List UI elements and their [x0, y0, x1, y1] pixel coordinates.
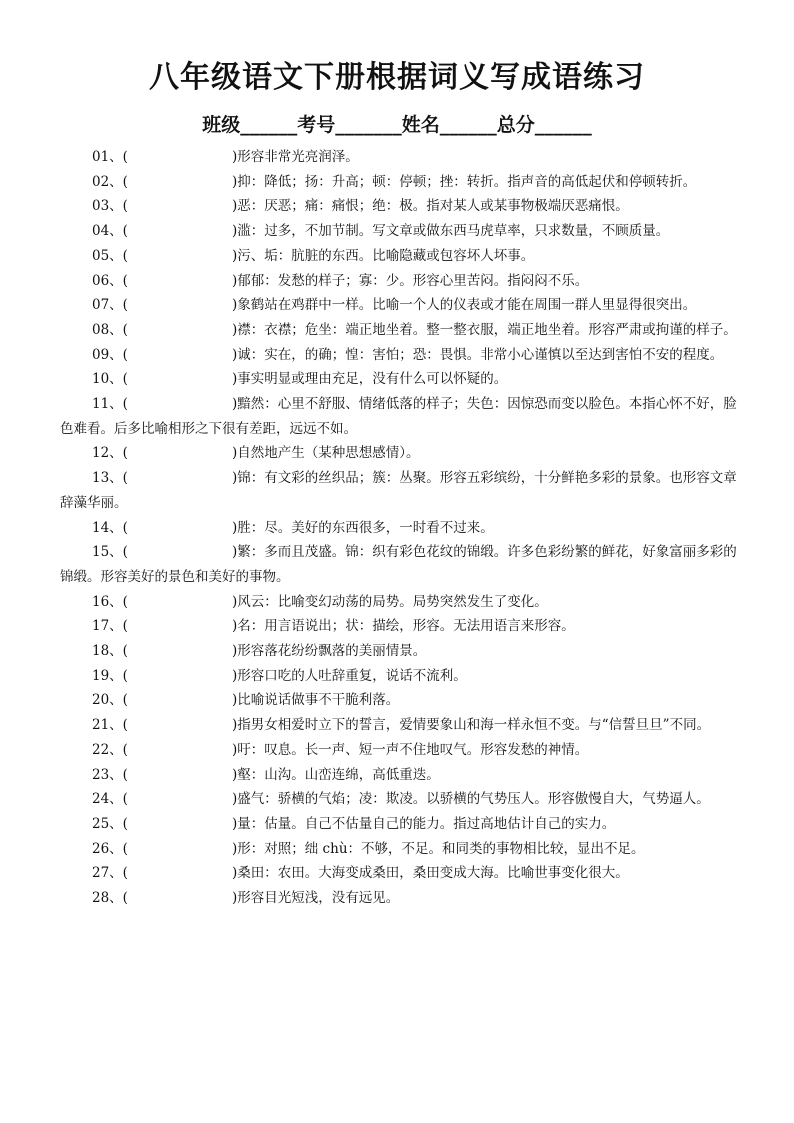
item-definition: )事实明显或理由充足，没有什么可以怀疑的。	[232, 371, 508, 388]
exercise-item	[60, 170, 738, 195]
exercise-item	[60, 688, 738, 713]
item-number: 16、(	[92, 593, 128, 610]
item-definition: )黯然：心里不舒服、情绪低落的样子；失色：因惊恐而变以脸色。本指心怀不好，脸色难看。后多比喻相形之下很有差距，远远不如。	[60, 396, 737, 437]
exercise-list	[60, 145, 738, 911]
item-definition: )名：用言语说出；状：描绘，形容。无法用语言来形容。	[232, 618, 575, 635]
item-number: 17、(	[92, 618, 128, 635]
item-definition: )污、垢：肮脏的东西。比喻隐藏或包容坏人坏事。	[232, 247, 535, 264]
exercise-item	[60, 367, 738, 392]
item-definition: )比喻说话做事不干脆利落。	[232, 692, 400, 709]
item-number: 27、(	[92, 865, 128, 882]
item-definition: )形容目光短浅，没有远见。	[232, 890, 400, 907]
item-definition: )象鹤站在鸡群中一样。比喻一个人的仪表或才能在周围一群人里显得很突出。	[232, 297, 697, 314]
exercise-item	[60, 318, 738, 343]
item-number: 22、(	[92, 741, 128, 758]
item-number: 10、(	[92, 371, 128, 388]
item-number: 25、(	[92, 815, 128, 832]
exercise-item	[60, 293, 738, 318]
exercise-item	[60, 664, 738, 689]
item-definition: )繁：多而且茂盛。锦：织有彩色花纹的锦缎。许多色彩纷繁的鲜花，好象富丽多彩的锦缎。形容美好的景色和美好的事物。	[60, 544, 737, 585]
item-definition: )桑田：农田。大海变成桑田，桑田变成大海。比喻世事变化很大。	[232, 865, 629, 882]
exercise-item	[60, 343, 738, 368]
item-definition: )形容口吃的人吐辞重复，说话不流利。	[232, 667, 467, 684]
exercise-item	[60, 466, 738, 515]
exercise-item	[60, 540, 738, 589]
item-number: 14、(	[92, 519, 128, 536]
item-definition: )诚：实在，的确；惶：害怕；恐：畏惧。非常小心谨慎以至达到害怕不安的程度。	[232, 346, 724, 363]
exercise-item	[60, 763, 738, 788]
item-definition: )自然地产生（某种思想感情）。	[232, 445, 420, 462]
item-definition: )吁：叹息。长一声、短一声不住地叹气。形容发愁的神情。	[232, 741, 589, 758]
item-number: 02、(	[92, 173, 128, 190]
item-definition: )恶：厌恶；痛：痛恨；绝：极。指对某人或某事物极端厌恶痛恨。	[232, 198, 629, 215]
item-definition: )盛气：骄横的气焰；凌：欺凌。以骄横的气势压人。形容傲慢自大，气势逼人。	[232, 791, 710, 808]
exercise-item	[60, 812, 738, 837]
exercise-item	[60, 787, 738, 812]
item-number: 06、(	[92, 272, 128, 289]
item-definition: )形容非常光亮润泽。	[232, 149, 359, 165]
exercise-item	[60, 713, 738, 738]
item-definition: )量：估量。自己不估量自己的能力。指过高地估计自己的实力。	[232, 815, 616, 832]
item-number: 11、(	[92, 396, 128, 413]
exercise-item	[60, 614, 738, 639]
item-definition: )形容落花纷纷飘落的美丽情景。	[232, 643, 427, 660]
exercise-item	[60, 886, 738, 911]
item-number: 20、(	[92, 692, 128, 709]
item-number: 19、(	[92, 667, 128, 684]
item-definition: )胜：尽。美好的东西很多，一时看不过来。	[232, 519, 494, 536]
item-number: 08、(	[92, 321, 128, 338]
item-number: 12、(	[92, 445, 128, 462]
exercise-item	[60, 145, 738, 170]
page-title: 八年级语文下册根据词义写成语练习	[149, 60, 645, 95]
item-definition: )壑：山沟。山峦连绵，高低重迭。	[232, 766, 440, 783]
item-definition: )形：对照；绌 chù：不够，不足。和同类的事物相比较，显出不足。	[232, 840, 645, 857]
item-number: 23、(	[92, 766, 128, 783]
item-number: 13、(	[92, 470, 128, 487]
exercise-item	[60, 194, 738, 219]
item-number: 05、(	[92, 247, 128, 264]
item-definition: )抑：降低；扬：升高；顿：停顿；挫：转折。指声音的高低起伏和停顿转折。	[232, 173, 697, 190]
item-number: 03、(	[92, 198, 128, 215]
item-definition: )襟：衣襟；危坐：端正地坐着。整一整衣服，端正地坐着。形容严肃或拘谨的样子。	[232, 321, 737, 338]
item-definition: )指男女相爱时立下的誓言，爱情要象山和海一样永恒不变。与“信誓旦旦”不同。	[232, 717, 711, 734]
item-definition: )郁郁：发愁的样子；寡：少。形容心里苦闷。指闷闷不乐。	[232, 272, 589, 289]
exercise-item	[60, 837, 738, 862]
exercise-item	[60, 219, 738, 244]
item-number: 28、(	[92, 890, 128, 907]
item-number: 24、(	[92, 791, 128, 808]
item-number: 26、(	[92, 840, 128, 857]
exercise-item	[60, 244, 738, 269]
item-definition: )风云：比喻变幻动荡的局势。局势突然发生了变化。	[232, 593, 548, 610]
item-definition: )锦：有文彩的丝织品；簇：丛聚。形容五彩缤纷，十分鲜艳多彩的景象。也形容文章辞藻华丽。	[60, 470, 737, 511]
exercise-item	[60, 861, 738, 886]
item-number: 09、(	[92, 346, 128, 363]
item-number: 15、(	[92, 544, 128, 561]
exercise-item	[60, 590, 738, 615]
student-info-line: 班级______考号_______姓名______总分______	[202, 114, 592, 136]
exercise-item	[60, 639, 738, 664]
exercise-item	[60, 392, 738, 441]
item-number: 07、(	[92, 297, 128, 314]
exercise-item	[60, 738, 738, 763]
item-number: 01、(	[92, 149, 128, 165]
item-definition: )滥：过多，不加节制。写文章或做东西马虎草率，只求数量，不顾质量。	[232, 223, 670, 240]
item-number: 04、(	[92, 223, 128, 240]
item-number: 21、(	[92, 717, 128, 734]
exercise-item	[60, 516, 738, 541]
exercise-item	[60, 269, 738, 294]
item-number: 18、(	[92, 643, 128, 660]
exercise-item	[60, 441, 738, 466]
